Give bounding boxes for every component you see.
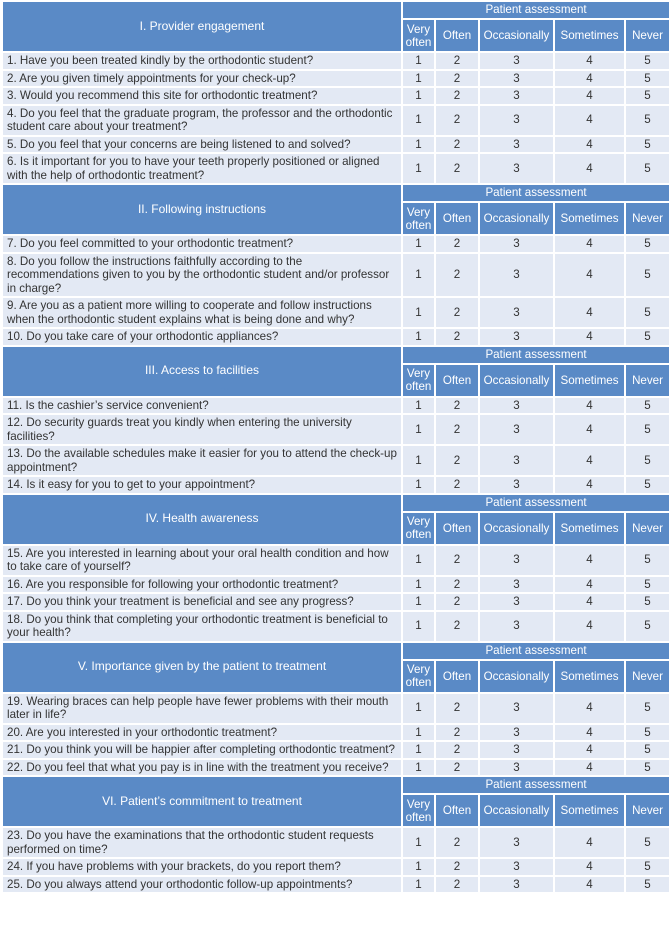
question-row <box>2 611 670 642</box>
rating-option[interactable]: 2 <box>435 876 479 894</box>
rating-option[interactable]: 2 <box>435 297 479 328</box>
question-row <box>2 476 670 494</box>
question-row <box>2 136 670 154</box>
rating-option[interactable]: 4 <box>554 328 625 346</box>
rating-option[interactable]: 5 <box>625 397 670 415</box>
rating-option[interactable]: 1 <box>402 253 435 298</box>
question-row <box>2 153 670 184</box>
rating-option[interactable]: 3 <box>479 576 554 594</box>
rating-option[interactable]: 1 <box>402 858 435 876</box>
question-row <box>2 52 670 70</box>
rating-option[interactable]: 4 <box>554 476 625 494</box>
patient-assessment-header: Patient assessment <box>402 642 670 660</box>
question-row <box>2 593 670 611</box>
section-header-row <box>2 494 670 512</box>
questionnaire-table <box>1 0 670 894</box>
rating-option[interactable]: 4 <box>554 52 625 70</box>
rating-option[interactable]: 4 <box>554 153 625 184</box>
rating-option[interactable]: 1 <box>402 105 435 136</box>
scale-label: Very often <box>402 660 435 693</box>
rating-option[interactable]: 4 <box>554 414 625 445</box>
rating-option[interactable]: 2 <box>435 52 479 70</box>
rating-option[interactable]: 2 <box>435 70 479 88</box>
rating-option[interactable]: 1 <box>402 414 435 445</box>
rating-option[interactable]: 4 <box>554 445 625 476</box>
section-title: IV. Health awareness <box>2 494 402 545</box>
rating-option[interactable]: 5 <box>625 445 670 476</box>
rating-option[interactable]: 1 <box>402 87 435 105</box>
rating-option[interactable]: 5 <box>625 70 670 88</box>
rating-option[interactable]: 1 <box>402 724 435 742</box>
rating-option[interactable]: 3 <box>479 253 554 298</box>
question-text: 12. Do security guards treat you kindly when entering the university facilities? <box>2 414 402 445</box>
question-text: 24. If you have problems with your brackets, do you report them? <box>2 858 402 876</box>
rating-option[interactable]: 2 <box>435 741 479 759</box>
rating-option[interactable]: 3 <box>479 328 554 346</box>
question-text: 3. Would you recommend this site for orthodontic treatment? <box>2 87 402 105</box>
patient-assessment-header: Patient assessment <box>402 184 670 202</box>
rating-option[interactable]: 4 <box>554 70 625 88</box>
rating-option[interactable]: 2 <box>435 253 479 298</box>
rating-option[interactable]: 3 <box>479 87 554 105</box>
rating-option[interactable]: 2 <box>435 414 479 445</box>
rating-option[interactable]: 4 <box>554 741 625 759</box>
question-text: 21. Do you think you will be happier after completing orthodontic treatment? <box>2 741 402 759</box>
section-header-row <box>2 776 670 794</box>
question-row <box>2 876 670 894</box>
scale-label: Often <box>435 19 479 52</box>
rating-option[interactable]: 5 <box>625 153 670 184</box>
rating-option[interactable]: 1 <box>402 445 435 476</box>
question-text: 15. Are you interested in learning about your oral health condition and how to take care of yourself? <box>2 545 402 576</box>
question-row <box>2 576 670 594</box>
rating-option[interactable]: 3 <box>479 593 554 611</box>
patient-assessment-header: Patient assessment <box>402 494 670 512</box>
question-text: 1. Have you been treated kindly by the orthodontic student? <box>2 52 402 70</box>
scale-label: Sometimes <box>554 19 625 52</box>
rating-option[interactable]: 4 <box>554 253 625 298</box>
question-text: 2. Are you given timely appointments for your check-up? <box>2 70 402 88</box>
rating-option[interactable]: 2 <box>435 235 479 253</box>
rating-option[interactable]: 3 <box>479 759 554 777</box>
rating-option[interactable]: 3 <box>479 235 554 253</box>
question-text: 10. Do you take care of your orthodontic appliances? <box>2 328 402 346</box>
rating-option[interactable]: 5 <box>625 827 670 858</box>
rating-option[interactable]: 5 <box>625 476 670 494</box>
question-text: 14. Is it easy for you to get to your appointment? <box>2 476 402 494</box>
rating-option[interactable]: 3 <box>479 827 554 858</box>
question-text: 17. Do you think your treatment is beneficial and see any progress? <box>2 593 402 611</box>
section-header-row <box>2 642 670 660</box>
rating-option[interactable]: 4 <box>554 693 625 724</box>
question-row <box>2 858 670 876</box>
question-text: 6. Is it important for you to have your teeth properly positioned or aligned with the help of orthodontic treatment? <box>2 153 402 184</box>
rating-option[interactable]: 5 <box>625 414 670 445</box>
scale-label: Occasionally <box>479 660 554 693</box>
question-text: 4. Do you feel that the graduate program, the professor and the orthodontic student care about your treatment? <box>2 105 402 136</box>
rating-option[interactable]: 1 <box>402 827 435 858</box>
rating-option[interactable]: 2 <box>435 759 479 777</box>
scale-label: Never <box>625 660 670 693</box>
rating-option[interactable]: 2 <box>435 724 479 742</box>
scale-label: Never <box>625 794 670 827</box>
question-row <box>2 297 670 328</box>
rating-option[interactable]: 1 <box>402 593 435 611</box>
scale-label: Sometimes <box>554 794 625 827</box>
question-text: 7. Do you feel committed to your orthodontic treatment? <box>2 235 402 253</box>
question-text: 5. Do you feel that your concerns are being listened to and solved? <box>2 136 402 154</box>
rating-option[interactable]: 3 <box>479 136 554 154</box>
rating-option[interactable]: 2 <box>435 827 479 858</box>
question-row <box>2 693 670 724</box>
question-text: 13. Do the available schedules make it easier for you to attend the check-up appointment? <box>2 445 402 476</box>
scale-label: Sometimes <box>554 660 625 693</box>
rating-option[interactable]: 2 <box>435 693 479 724</box>
rating-option[interactable]: 3 <box>479 105 554 136</box>
scale-label: Often <box>435 202 479 235</box>
rating-option[interactable]: 2 <box>435 105 479 136</box>
rating-option[interactable]: 5 <box>625 724 670 742</box>
rating-option[interactable]: 5 <box>625 328 670 346</box>
rating-option[interactable]: 2 <box>435 445 479 476</box>
rating-option[interactable]: 1 <box>402 693 435 724</box>
rating-option[interactable]: 5 <box>625 545 670 576</box>
rating-option[interactable]: 1 <box>402 397 435 415</box>
scale-label: Very often <box>402 794 435 827</box>
scale-label: Very often <box>402 364 435 397</box>
rating-option[interactable]: 5 <box>625 87 670 105</box>
rating-option[interactable]: 3 <box>479 52 554 70</box>
rating-option[interactable]: 1 <box>402 741 435 759</box>
question-text: 22. Do you feel that what you pay is in line with the treatment you receive? <box>2 759 402 777</box>
question-row <box>2 759 670 777</box>
scale-label: Often <box>435 364 479 397</box>
patient-assessment-header: Patient assessment <box>402 776 670 794</box>
question-row <box>2 827 670 858</box>
patient-assessment-header: Patient assessment <box>402 1 670 19</box>
question-text: 11. Is the cashier’s service convenient? <box>2 397 402 415</box>
rating-option[interactable]: 3 <box>479 445 554 476</box>
scale-label: Never <box>625 364 670 397</box>
scale-label: Sometimes <box>554 202 625 235</box>
rating-option[interactable]: 3 <box>479 70 554 88</box>
scale-label: Often <box>435 512 479 545</box>
question-row <box>2 414 670 445</box>
section-title: VI. Patient’s commitment to treatment <box>2 776 402 827</box>
rating-option[interactable]: 2 <box>435 328 479 346</box>
rating-option[interactable]: 5 <box>625 253 670 298</box>
scale-label: Occasionally <box>479 794 554 827</box>
rating-option[interactable]: 1 <box>402 576 435 594</box>
rating-option[interactable]: 2 <box>435 87 479 105</box>
rating-option[interactable]: 3 <box>479 876 554 894</box>
rating-option[interactable]: 4 <box>554 545 625 576</box>
rating-option[interactable]: 2 <box>435 611 479 642</box>
question-row <box>2 253 670 298</box>
question-row <box>2 741 670 759</box>
rating-option[interactable]: 5 <box>625 105 670 136</box>
rating-option[interactable]: 4 <box>554 858 625 876</box>
question-row <box>2 397 670 415</box>
scale-label: Very often <box>402 19 435 52</box>
rating-option[interactable]: 5 <box>625 297 670 328</box>
rating-option[interactable]: 3 <box>479 724 554 742</box>
rating-option[interactable]: 4 <box>554 593 625 611</box>
question-text: 20. Are you interested in your orthodontic treatment? <box>2 724 402 742</box>
rating-option[interactable]: 1 <box>402 876 435 894</box>
rating-option[interactable]: 3 <box>479 858 554 876</box>
scale-label: Occasionally <box>479 202 554 235</box>
question-row <box>2 235 670 253</box>
rating-option[interactable]: 3 <box>479 397 554 415</box>
scale-label: Sometimes <box>554 364 625 397</box>
rating-option[interactable]: 5 <box>625 858 670 876</box>
question-text: 19. Wearing braces can help people have fewer problems with their mouth later in life? <box>2 693 402 724</box>
section-title: III. Access to facilities <box>2 346 402 397</box>
question-row <box>2 87 670 105</box>
patient-assessment-header: Patient assessment <box>402 346 670 364</box>
rating-option[interactable]: 1 <box>402 545 435 576</box>
rating-option[interactable]: 5 <box>625 611 670 642</box>
rating-option[interactable]: 3 <box>479 414 554 445</box>
rating-option[interactable]: 4 <box>554 136 625 154</box>
question-row <box>2 724 670 742</box>
rating-option[interactable]: 5 <box>625 576 670 594</box>
rating-option[interactable]: 5 <box>625 741 670 759</box>
rating-option[interactable]: 5 <box>625 235 670 253</box>
section-title: I. Provider engagement <box>2 1 402 52</box>
question-text: 8. Do you follow the instructions faithfully according to the recommendations given to you by the orthodontic student and/or professor in charge? <box>2 253 402 298</box>
section-header-row <box>2 184 670 202</box>
rating-option[interactable]: 5 <box>625 52 670 70</box>
rating-option[interactable]: 2 <box>435 593 479 611</box>
scale-label: Sometimes <box>554 512 625 545</box>
rating-option[interactable]: 5 <box>625 136 670 154</box>
rating-option[interactable]: 1 <box>402 328 435 346</box>
rating-option[interactable]: 1 <box>402 153 435 184</box>
rating-option[interactable]: 5 <box>625 593 670 611</box>
rating-option[interactable]: 3 <box>479 153 554 184</box>
question-text: 25. Do you always attend your orthodontic follow-up appointments? <box>2 876 402 894</box>
question-row <box>2 545 670 576</box>
scale-label: Occasionally <box>479 364 554 397</box>
rating-option[interactable]: 4 <box>554 759 625 777</box>
section-header-row <box>2 346 670 364</box>
rating-option[interactable]: 2 <box>435 397 479 415</box>
rating-option[interactable]: 1 <box>402 52 435 70</box>
question-row <box>2 445 670 476</box>
rating-option[interactable]: 4 <box>554 827 625 858</box>
rating-option[interactable]: 1 <box>402 297 435 328</box>
question-text: 23. Do you have the examinations that the orthodontic student requests performed on time? <box>2 827 402 858</box>
rating-option[interactable]: 2 <box>435 476 479 494</box>
rating-option[interactable]: 4 <box>554 235 625 253</box>
question-text: 9. Are you as a patient more willing to cooperate and follow instructions when the orthodontic student explains what is being done and why? <box>2 297 402 328</box>
scale-label: Very often <box>402 512 435 545</box>
rating-option[interactable]: 3 <box>479 611 554 642</box>
rating-option[interactable]: 3 <box>479 693 554 724</box>
scale-label: Often <box>435 794 479 827</box>
rating-option[interactable]: 1 <box>402 611 435 642</box>
rating-option[interactable]: 1 <box>402 759 435 777</box>
question-row <box>2 70 670 88</box>
rating-option[interactable]: 4 <box>554 611 625 642</box>
rating-option[interactable]: 4 <box>554 87 625 105</box>
section-title: V. Importance given by the patient to treatment <box>2 642 402 693</box>
question-row <box>2 328 670 346</box>
scale-label: Occasionally <box>479 19 554 52</box>
rating-option[interactable]: 3 <box>479 297 554 328</box>
rating-option[interactable]: 1 <box>402 476 435 494</box>
rating-option[interactable]: 3 <box>479 741 554 759</box>
rating-option[interactable]: 4 <box>554 876 625 894</box>
rating-option[interactable]: 3 <box>479 545 554 576</box>
rating-option[interactable]: 5 <box>625 759 670 777</box>
section-title: II. Following instructions <box>2 184 402 235</box>
question-row <box>2 105 670 136</box>
section-header-row <box>2 1 670 19</box>
rating-option[interactable]: 3 <box>479 476 554 494</box>
rating-option[interactable]: 4 <box>554 297 625 328</box>
rating-option[interactable]: 4 <box>554 105 625 136</box>
rating-option[interactable]: 1 <box>402 235 435 253</box>
rating-option[interactable]: 4 <box>554 576 625 594</box>
question-text: 16. Are you responsible for following your orthodontic treatment? <box>2 576 402 594</box>
scale-label: Never <box>625 512 670 545</box>
rating-option[interactable]: 2 <box>435 858 479 876</box>
rating-option[interactable]: 5 <box>625 693 670 724</box>
rating-option[interactable]: 5 <box>625 876 670 894</box>
rating-option[interactable]: 1 <box>402 136 435 154</box>
scale-label: Often <box>435 660 479 693</box>
rating-option[interactable]: 4 <box>554 397 625 415</box>
scale-label: Never <box>625 19 670 52</box>
rating-option[interactable]: 2 <box>435 153 479 184</box>
rating-option[interactable]: 1 <box>402 70 435 88</box>
rating-option[interactable]: 2 <box>435 545 479 576</box>
question-text: 18. Do you think that completing your orthodontic treatment is beneficial to your health? <box>2 611 402 642</box>
rating-option[interactable]: 2 <box>435 136 479 154</box>
rating-option[interactable]: 4 <box>554 724 625 742</box>
rating-option[interactable]: 2 <box>435 576 479 594</box>
scale-label: Never <box>625 202 670 235</box>
scale-label: Very often <box>402 202 435 235</box>
scale-label: Occasionally <box>479 512 554 545</box>
